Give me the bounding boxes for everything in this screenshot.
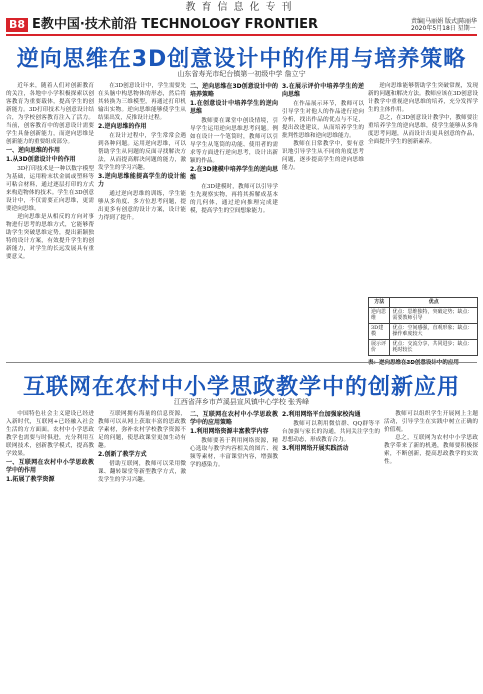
- table-header: 方法: [369, 298, 390, 308]
- article1-column-3: 二、逆向思维在3D创意设计中的培养策略 1.在创意设计中培养学生的逆向思维 教师要在课堂中创设情境，引导学生运用逆向思维思考问题。例如在设计一个笔筒时，教师可以引导学生从笔筒的功能、使用者的需求等方面进行逆向思考，设计出新颖的作品。 2.在3D建模中培养学生的逆向思维 在3D建模时，教师可以引导学生先观察实物，再将其拆解成基本的几何体，通过逆向推理完成建模，提高学生的空间想象能力。: [190, 83, 278, 214]
- section-code: B8: [6, 18, 28, 32]
- article2-byline: 江西省萍乡市芦溪县宣风镇中心学校 张秀峰: [173, 398, 310, 406]
- table-row: 逆向思维 优点：思维独特，突破定势；缺点：需要教师引导: [369, 307, 478, 323]
- date-line: 2020年5月18日 星期一: [411, 24, 476, 32]
- article2-column-4: 2.利用网络平台加强家校沟通 教师可以利用微信群、QQ群等平台加强与家长的沟通，共同关注学生的思想动态，形成教育合力。 3.利用网络开展实践活动: [282, 411, 380, 452]
- article1-title: 逆向思维在3D创意设计中的作用与培养策略: [16, 47, 467, 72]
- issue-banner: 教育信息化专刊: [185, 2, 298, 13]
- article1-column-1: 近年来，随着人们对创新教育的关注，各地中小学积极探索以创客教育为重要载体，提高学生的创新能力。3D打印技术与创意设计结合，为学校创客教育注入了活力。当前，创客教育中的创意设计需要学生具备创新能力，而逆向思维是创新能力的重要组成部分。 一、逆向思维的作用 1.从3D创意设计中的作用 3D打印技术是一种以数字模型为基础，运用粉末状金属或塑料等可粘合材料，通过逐层打印的方式来构造物体的技术。学生在3D创意设计中，不仅需要正向思维，更需要逆向思维。 逆向思维是从相反的方向对事物进行思考的思维方式，它能够帮助学生突破思维定势，提出新颖独特的设计方案，有效提升学生的创新能力，对学生的长远发展具有重要意义。: [6, 83, 94, 260]
- date-block: [411, 19, 477, 32]
- table-header: 优点: [390, 298, 478, 308]
- article2-column-3: 二、互联网在农村中小学思政教学中的应用策略 1.利用网络资源丰富教学内容 教师要善于利用网络资源，精心选取与教学内容相关的图片、视频等素材，丰富课堂内容，增强教学的感染力。: [190, 411, 278, 468]
- article1-column-4: 3.在展示评价中培养学生的逆向思维 在作品展示环节，教师可以引导学生对他人的作品进行逆向分析，找出作品的优点与不足，提出改进建议，从而培养学生的批判性思维和逆向思维能力。 教师在日常教学中，要有意识地引导学生从不同的角度思考问题，逐步提高学生的逆向思维能力。: [282, 83, 364, 171]
- table-row: 展示评价 优点：交流分享，共同进步；缺点：耗时较长: [369, 339, 478, 355]
- article2-title: 互联网在农村中小学思政教学中的创新应用: [22, 375, 460, 400]
- article2-column-5: 教师可以组织学生开展网上主题活动，引导学生在实践中树立正确的价值观。 总之，互联网为农村中小学思政教学带来了新的机遇，教师要积极探索，不断创新，提高思政教学的实效性。: [384, 411, 478, 465]
- masthead: [0, 17, 483, 33]
- table-row: 3D建模 优点：空间感强，直观形象；缺点：操作难度较大: [369, 323, 478, 339]
- article1-column-5: 逆向思维能够帮助学生突破常规，发现新的问题和解决方法。教师应该在3D创意设计教学中重视逆向思维的培养，充分发挥学生的主体作用。 总之，在3D创意设计教学中，教师要注重培养学生的逆向思维，使学生能够从多角度思考问题，从而设计出更具创意的作品，全面提升学生的创新素养。: [368, 83, 478, 145]
- section-title: E教中国·技术前沿 TECHNOLOGY FRONTIER: [32, 17, 319, 32]
- article2-column-2: 互联网拥有海量的信息资源，教师可以从网上获取丰富的思政教学素材，弥补农村学校教学资源不足的问题，使思政课堂更加生动有趣。 2.创新了教学方式 借助互联网，教师可以采用微课、翻转课堂等新型教学方式，激发学生的学习兴趣。: [98, 411, 186, 483]
- article-divider: [6, 362, 477, 363]
- article1-byline: 山东省寿光市纪台镇第一初级中学 詹立宁: [177, 70, 306, 78]
- masthead-rule: [6, 34, 477, 36]
- methods-table: [368, 297, 478, 366]
- article2-column-1: 中国特色社会主义建设已经进入新时代，互联网+已经融入社会生活的方方面面。农村中小学思政教学也需要与时俱进，充分利用互联网技术，创新教学模式，提高教学效果。 一、互联网在农村中小学思政教学中的作用 1.拓展了教学资源: [6, 411, 94, 483]
- editor-line: 责编|马丽娟 版式|陈丽华: [411, 18, 477, 25]
- article1-column-2: 在3D创意设计中，学生需要先在头脑中构思物体的形态，然后将其转换为三维模型，再通过打印机输出实物。逆向思维能够使学生从结果出发，反推设计过程。 2.逆向思维的作用 在设计过程中，学生常常会遇到各种问题。运用逆向思维，可以帮助学生从问题的反面寻找解决方法，从而提高解决问题的能力，激发学生的学习兴趣。 3.逆向思维能提高学生的设计能力 通过逆向思维的训练，学生能够从多角度、多方位思考问题，提出更多有创意的设计方案，设计能力得到了提升。: [98, 83, 186, 221]
